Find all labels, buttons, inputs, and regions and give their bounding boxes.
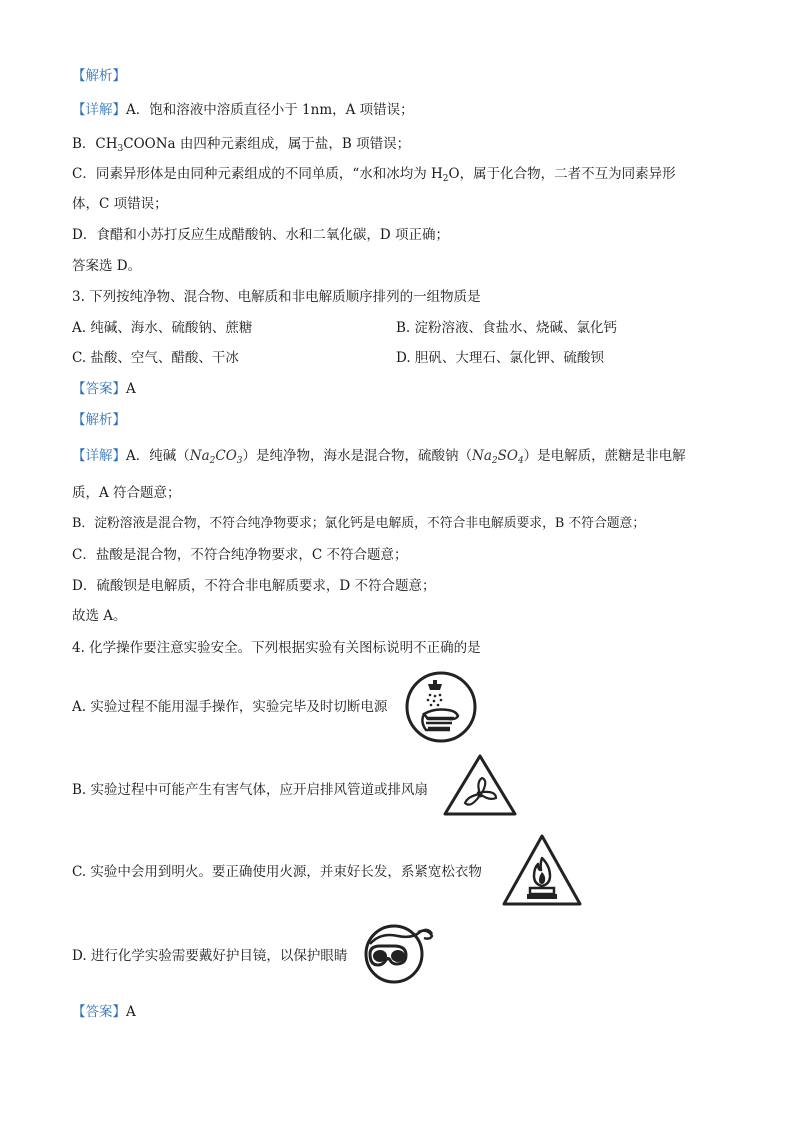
q3-option-b: B. 淀粉溶液、食盐水、烧碱、氯化钙 (396, 320, 618, 336)
q2-detail-b: B．$CH_3COONa$ 由四种元素组成，属于盐，B 项错误； (72, 136, 411, 154)
q3-option-a: A. 纯碱、海水、硫酸钠、蔗糖 (72, 320, 253, 336)
q3-options-row-2 (72, 348, 239, 368)
q3-conclusion: 故选 A。 (72, 608, 127, 624)
q3-answer: 【答案】A (72, 381, 136, 397)
formula-sodium-sulfate: $Na_2SO_4$ (472, 448, 524, 466)
safety-goggles-icon (358, 920, 438, 984)
q3-option-c: C. 盐酸、空气、醋酸、干冰 (72, 350, 239, 366)
q4-option-b: B. 实验过程中可能产生有害气体，应开启排风管道或排风扇 (72, 782, 429, 798)
q3-stem: 3. 下列按纯净物、混合物、电解质和非电解质顺序排列的一组物质是 (72, 289, 481, 305)
q3-detail-a-cont: 质，A 符合题意； (72, 485, 181, 501)
detail-tag: 【详解】 (72, 102, 126, 118)
q3-options-row-1 (72, 318, 252, 338)
q2-detail-c-cont: 体，C 项错误； (72, 196, 168, 212)
no-wet-hands-electricity-icon (404, 670, 478, 744)
q2-detail-a: 【详解】A．饱和溶液中溶质直径小于 1nm，A 项错误； (72, 102, 414, 118)
q3-detail-c: C．盐酸是混合物，不符合纯净物要求，C 不符合题意； (72, 547, 408, 563)
q4-stem: 4. 化学操作要注意实验安全。下列根据实验有关图标说明不正确的是 (72, 640, 481, 656)
q2-detail-c: C．同素异形体是由同种元素组成的不同单质，“水和冰均为 $H_2O$，属于化合物，二者不互为同素异形 (72, 166, 676, 184)
analysis-tag-q2: 【解析】 (72, 68, 126, 84)
q3-detail-d: D．硫酸钡是电解质，不符合非电解质要求，D 不符合题意； (72, 578, 436, 594)
q3-detail-a: 【详解】A．纯碱$(Na_2CO_3)$是纯净物，海水是混合物，硫酸钠$(Na_2SO_4)$是电解质，蔗糖是非电解 (72, 448, 686, 466)
q2-conclusion: 答案选 D。 (72, 258, 142, 274)
q4-option-a: A. 实验过程不能用湿手操作，实验完毕及时切断电源 (72, 699, 388, 715)
q4-option-d: D. 进行化学实验需要戴好护目镜，以保护眼睛 (72, 948, 348, 964)
q3-option-d: D. 胆矾、大理石、氯化钾、硫酸钡 (396, 350, 604, 366)
q3-analysis-tag: 【解析】 (72, 412, 126, 428)
q4-option-c: C. 实验中会用到明火。要正确使用火源，并束好长发，系紧宽松衣物 (72, 864, 482, 880)
q3-detail-b: B．淀粉溶液是混合物，不符合纯净物要求；氯化钙是电解质，不符合非电解质要求，B 不符合题意； (72, 516, 646, 531)
open-flame-warning-icon (500, 832, 584, 908)
formula-sodium-carbonate: $Na_2CO_3$ (189, 448, 243, 466)
ventilation-fan-icon (442, 752, 518, 818)
q2-detail-d: D．食醋和小苏打反应生成醋酸钠、水和二氧化碳，D 项正确； (72, 227, 449, 243)
q4-answer: 【答案】A (72, 1004, 136, 1020)
